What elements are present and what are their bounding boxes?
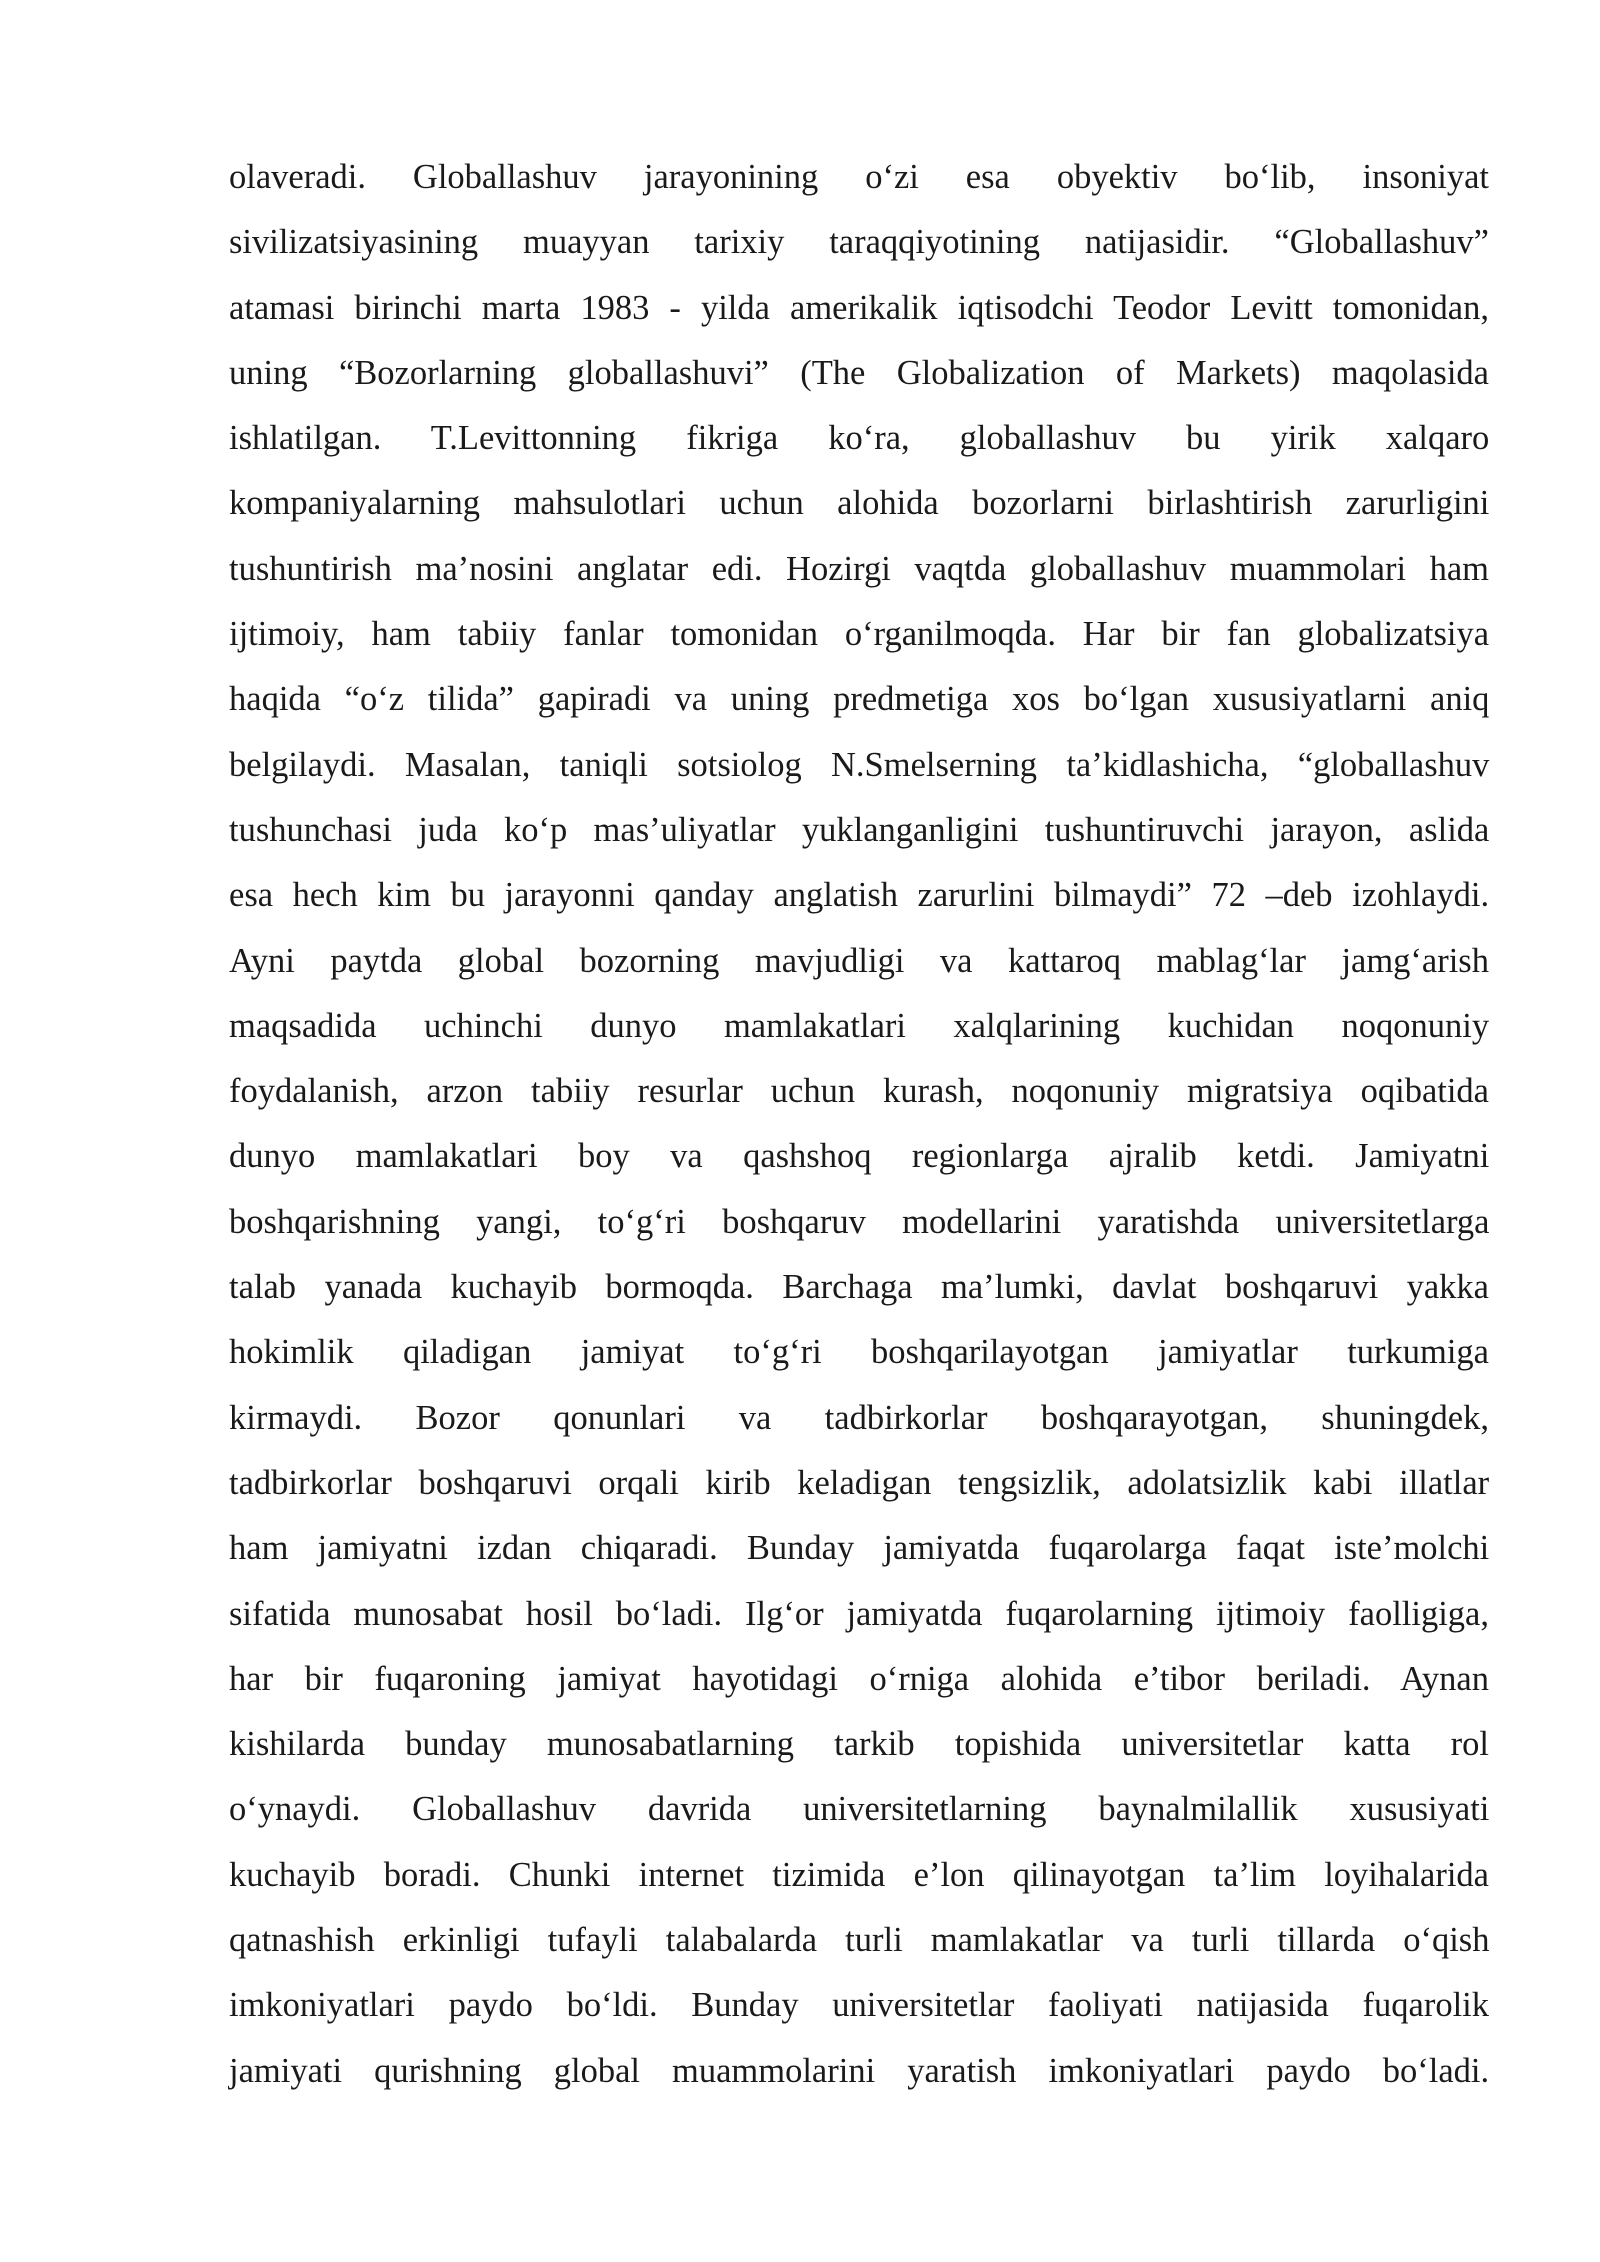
text-line: ishlatilgan. T.Levittonning fikriga ko‘ra, globallashuv bu yirik xalqaro xyxy=(229,419,1490,458)
text-line: tushuntirish ma’nosini anglatar edi. Hozirgi vaqtda globallashuv muammolari ham xyxy=(229,549,1489,588)
text-line: uning “Bozorlarning globallashuvi” (The Globalization of Markets) maqolasida xyxy=(229,353,1489,392)
text-line: kirmaydi. Bozor qonunlari va tadbirkorlar boshqarayotgan, shuningdek, xyxy=(229,1398,1489,1437)
text-line: kompaniyalarning mahsulotlari uchun alohida bozorlarni birlashtirish zarurligini xyxy=(229,484,1490,523)
text-line: talab yanada kuchayib bormoqda. Barchaga ma’lumki, davlat boshqaruvi yakka xyxy=(229,1268,1489,1307)
text-line: maqsadida uchinchi dunyo mamlakatlari xalqlarining kuchidan noqonuniy xyxy=(229,1006,1490,1045)
text-line: olaveradi. Globallashuv jarayonining o‘zi esa obyektiv bo‘lib, insoniyat xyxy=(229,158,1489,196)
text-line: atamasi birinchi marta 1983 - yilda amerikalik iqtisodchi Teodor Levitt tomonidan, xyxy=(229,288,1489,327)
text-line: haqida “o‘z tilida” gapiradi va uning predmetiga xos bo‘lgan xususiyatlarni aniq xyxy=(229,680,1490,719)
text-line: har bir fuqaroning jamiyat hayotidagi o‘rniga alohida e’tibor beriladi. Aynan xyxy=(229,1659,1489,1698)
text-line: kuchayib boradi. Chunki internet tizimida e’lon qilinayotgan ta’lim loyihalarida xyxy=(229,1855,1489,1894)
text-line: dunyo mamlakatlari boy va qashshoq regionlarga ajralib ketdi. Jamiyatni xyxy=(229,1137,1490,1176)
text-line: Ayni paytda global bozorning mavjudligi va kattaroq mablag‘lar jamg‘arish xyxy=(229,941,1489,980)
text-line: belgilaydi. Masalan, taniqli sotsiolog N.Smelserning ta’kidlashicha, “globallashuv xyxy=(229,745,1490,784)
text-line: jamiyati qurishning global muammolarini yaratish imkoniyatlari paydo bo‘ladi. xyxy=(229,2051,1490,2090)
text-line: kishilarda bunday munosabatlarning tarkib topishida universitetlar katta rol xyxy=(229,1725,1489,1764)
text-line: ham jamiyatni izdan chiqaradi. Bunday jamiyatda fuqarolarga faqat iste’molchi xyxy=(229,1529,1490,1568)
text-line: esa hech kim bu jarayonni qanday anglatish zarurlini bilmaydi” 72 –deb izohlaydi. xyxy=(229,876,1490,915)
text-line: foydalanish, arzon tabiiy resurlar uchun kurash, noqonuniy migratsiya oqibatida xyxy=(229,1072,1489,1111)
text-line: boshqarishning yangi, to‘g‘ri boshqaruv modellarini yaratishda universitetlarga xyxy=(229,1202,1490,1241)
text-line: qatnashish erkinligi tufayli talabalarda turli mamlakatlar va turli tillarda o‘qish xyxy=(229,1921,1490,1960)
text-line: imkoniyatlari paydo bo‘ldi. Bunday universitetlar faoliyati natijasida fuqarolik xyxy=(229,1986,1489,2025)
text-line: sifatida munosabat hosil bo‘ladi. Ilg‘or jamiyatda fuqarolarning ijtimoiy faolligiga, xyxy=(229,1594,1489,1633)
text-line: tushunchasi juda ko‘p mas’uliyatlar yuklanganligini tushuntiruvchi jarayon, aslida xyxy=(229,810,1490,849)
text-line: sivilizatsiyasining muayyan tarixiy taraqqiyotining natijasidir. “Globallashuv” xyxy=(229,223,1489,262)
body-text xyxy=(229,145,1489,2104)
text-line: o‘ynaydi. Globallashuv davrida universitetlarning baynalmilallik xususiyati xyxy=(229,1790,1490,1829)
text-line: ijtimoiy, ham tabiiy fanlar tomonidan o‘rganilmoqda. Har bir fan globalizatsiya xyxy=(229,615,1490,654)
text-line: tadbirkorlar boshqaruvi orqali kirib keladigan tengsizlik, adolatsizlik kabi illatlar xyxy=(229,1463,1490,1502)
text-line: hokimlik qiladigan jamiyat to‘g‘ri boshqarilayotgan jamiyatlar turkumiga xyxy=(229,1333,1489,1372)
